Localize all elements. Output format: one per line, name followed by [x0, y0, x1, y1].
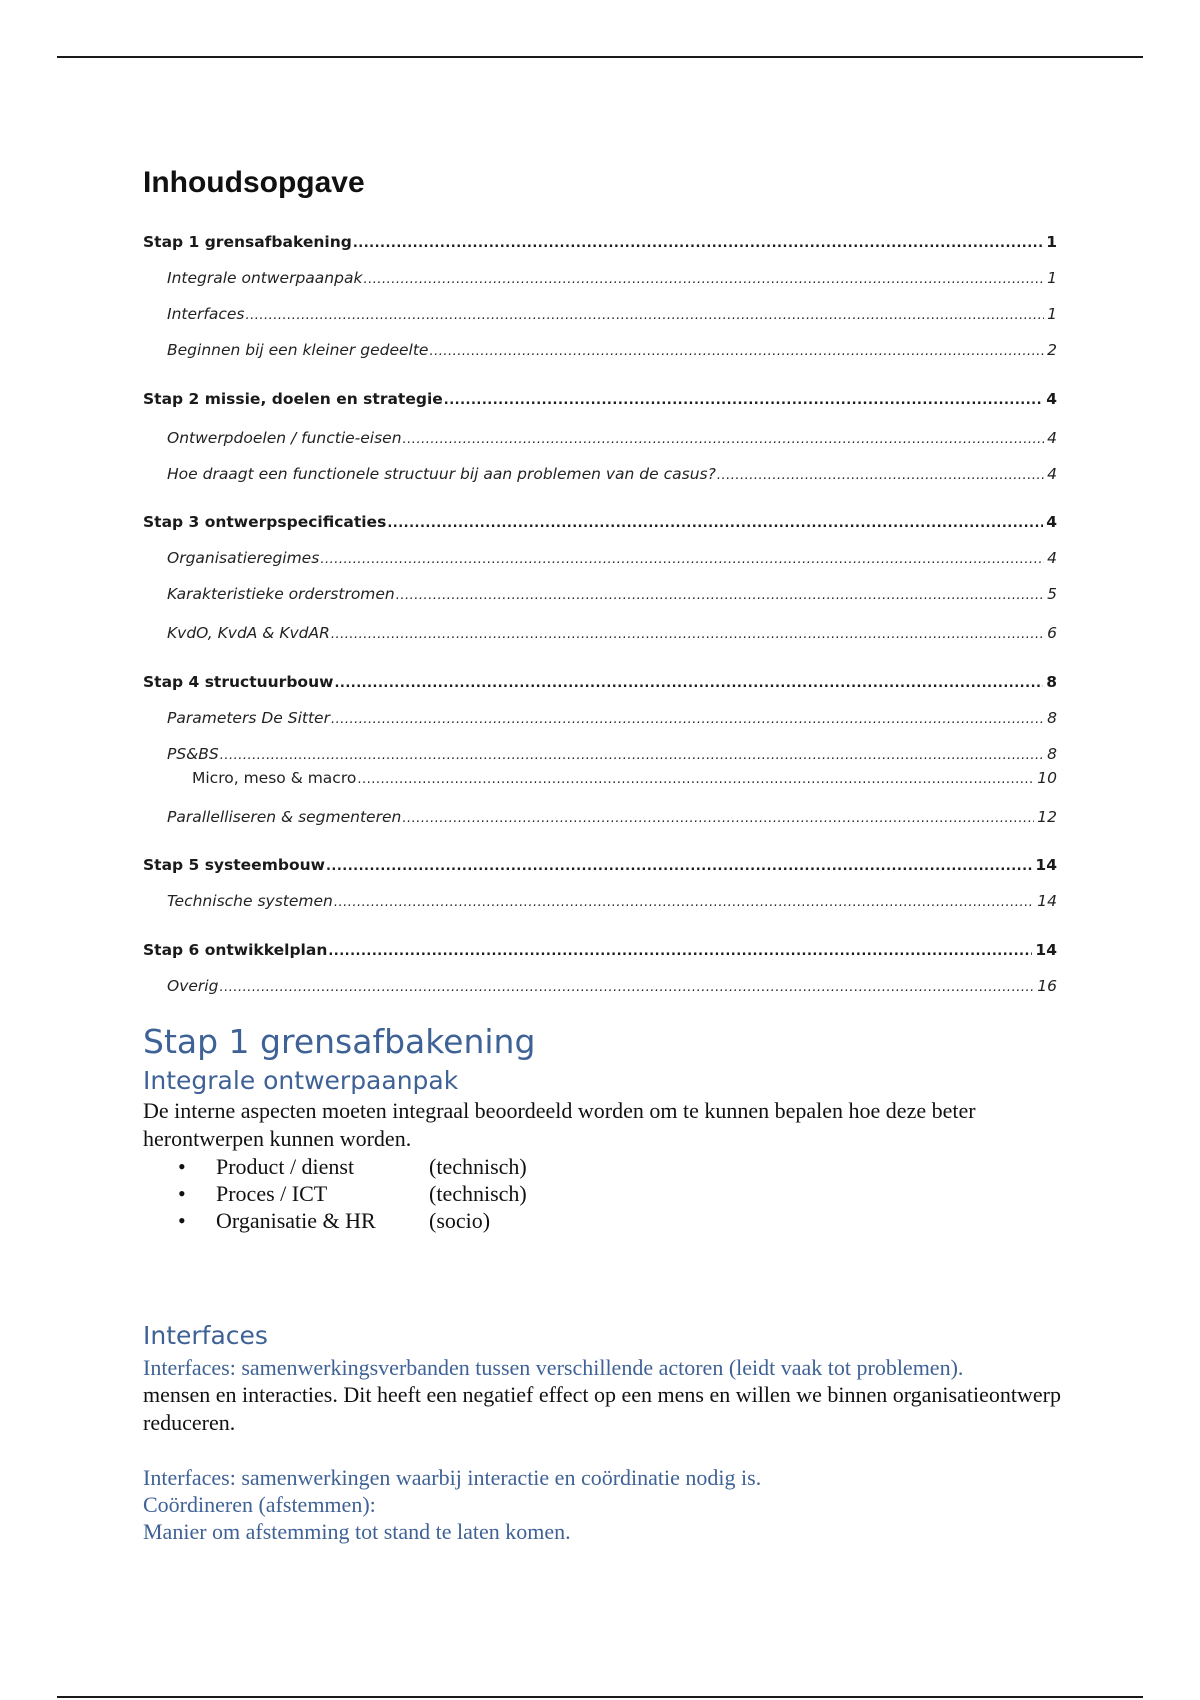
toc-entry-page: 12 [1037, 808, 1057, 826]
toc-entry[interactable] [167, 268, 1057, 288]
toc-entry-text: Hoe draagt een functionele structuur bij aan problemen van de casus? [167, 465, 716, 483]
toc-entry-text: Beginnen bij een kleiner gedeelte [167, 341, 429, 359]
toc-entry-page: 16 [1037, 977, 1057, 995]
toc-entry-page: 1 [1046, 233, 1057, 251]
toc-entry[interactable] [167, 584, 1057, 604]
list-item: • Organisatie & HR (socio) [178, 1208, 491, 1233]
toc-entry[interactable] [167, 807, 1057, 827]
interfaces-definition-2: Interfaces: samenwerkingen waarbij interactie en coördinatie nodig is. [143, 1465, 762, 1490]
toc-entry[interactable] [167, 304, 1057, 324]
toc-entry[interactable] [167, 623, 1057, 643]
bullet-icon: • [178, 1181, 186, 1206]
toc-title: Inhoudsopgave [143, 166, 365, 199]
list-item: • Proces / ICT (technisch) [178, 1181, 527, 1206]
toc-entry-text: Parameters De Sitter [167, 709, 330, 727]
toc-entry[interactable] [167, 891, 1057, 911]
toc-entry-text: KvdO, KvdA & KvdAR [167, 624, 330, 642]
toc-entry[interactable] [167, 428, 1057, 448]
toc-entry-page: 10 [1037, 769, 1057, 787]
toc-entry-page: 4 [1046, 390, 1057, 408]
bullet-icon: • [178, 1154, 186, 1179]
toc-entry-text: Stap 3 ontwerpspecificaties [143, 513, 387, 531]
toc-entry[interactable] [167, 548, 1057, 568]
toc-entry-text: Parallelliseren & segmenteren [167, 808, 402, 826]
toc-entry-text: Micro, meso & macro [192, 769, 357, 787]
toc-entry-text: Integrale ontwerpaanpak [167, 269, 363, 287]
interfaces-definition-1: Interfaces: samenwerkingsverbanden tussen verschillende actoren (leidt vaak tot problemen). [143, 1355, 964, 1380]
interfaces-paragraph: mensen en interacties. Dit heeft een negatief effect op een mens en willen we binnen organisatieontwerp reduceren. [143, 1382, 1061, 1435]
toc-entry[interactable] [167, 708, 1057, 728]
toc-entry-page: 2 [1047, 341, 1057, 359]
toc-entry-text: Stap 5 systeembouw [143, 856, 325, 874]
intro-paragraph: De interne aspecten moeten integraal beoordeeld worden om te kunnen bepalen hoe deze beter herontwerpen kunnen worden. [143, 1098, 976, 1151]
manier-text: Manier om afstemming tot stand te laten komen. [143, 1519, 571, 1544]
toc-entry[interactable] [167, 744, 1057, 764]
toc-entry-text: Ontwerpdoelen / functie-eisen [167, 429, 402, 447]
toc-entry-page: 14 [1035, 856, 1057, 874]
top-rule [57, 56, 1143, 58]
toc-entry[interactable] [143, 940, 1057, 960]
toc-entry-text: Stap 1 grensafbakening [143, 233, 352, 251]
toc-entry-page: 8 [1047, 745, 1057, 763]
toc-entry[interactable] [192, 768, 1057, 788]
toc-entry-text: PS&BS [167, 745, 219, 763]
toc-entry-text: Stap 6 ontwikkelplan [143, 941, 328, 959]
coordineren-label: Coördineren (afstemmen): [143, 1492, 376, 1517]
toc-entry-page: 6 [1047, 624, 1057, 642]
toc-entry-page: 1 [1047, 305, 1057, 323]
toc-entry[interactable] [143, 389, 1057, 409]
toc-entry[interactable] [143, 512, 1057, 532]
aspect-list [178, 1153, 527, 1234]
toc-entry[interactable] [167, 976, 1057, 996]
toc-entry-page: 1 [1047, 269, 1057, 287]
toc-entry-text: Stap 2 missie, doelen en strategie [143, 390, 443, 408]
toc-entry-page: 14 [1037, 892, 1057, 910]
bullet-icon: • [178, 1208, 186, 1233]
toc-entry[interactable] [167, 464, 1057, 484]
toc-entry-page: 5 [1047, 585, 1057, 603]
toc-entry-page: 4 [1046, 513, 1057, 531]
heading-interfaces: Interfaces [143, 1321, 268, 1350]
toc-entry-text: Interfaces [167, 305, 245, 323]
list-item: • Product / dienst (technisch) [178, 1154, 527, 1179]
toc-entry[interactable] [143, 672, 1057, 692]
toc-entry-text: Overig [167, 977, 219, 995]
toc-entry-text: Stap 4 structuurbouw [143, 673, 334, 691]
toc-entry-page: 14 [1035, 941, 1057, 959]
toc-entry-text: Karakteristieke orderstromen [167, 585, 395, 603]
toc-entry-text: Organisatieregimes [167, 549, 320, 567]
toc-entry[interactable] [167, 340, 1057, 360]
toc-entry-page: 4 [1047, 429, 1057, 447]
bottom-rule [57, 1696, 1143, 1698]
toc-entry[interactable] [143, 855, 1057, 875]
heading-integrale-ontwerpaanpak: Integrale ontwerpaanpak [143, 1066, 459, 1095]
toc-entry[interactable] [143, 232, 1057, 252]
toc-entry-page: 4 [1047, 465, 1057, 483]
toc-entry-text: Technische systemen [167, 892, 333, 910]
toc-entry-page: 4 [1047, 549, 1057, 567]
toc-entry-page: 8 [1046, 673, 1057, 691]
toc-entry-page: 8 [1047, 709, 1057, 727]
heading-stap-1: Stap 1 grensafbakening [143, 1022, 536, 1061]
